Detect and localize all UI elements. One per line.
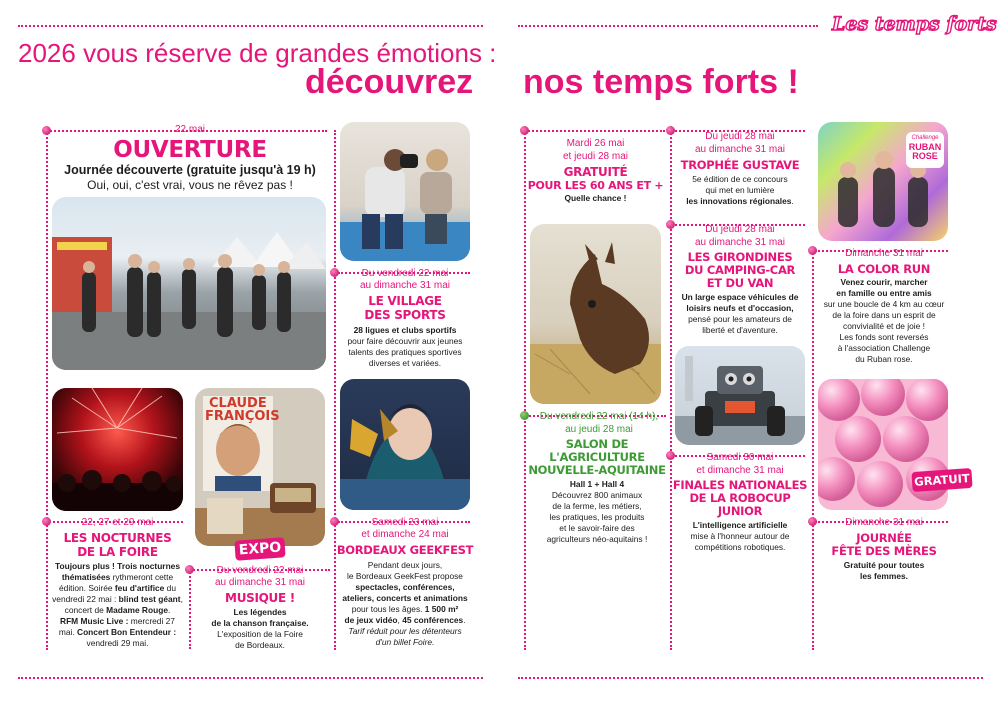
top-divider-right [518, 25, 818, 27]
geekfest-title: BORDEAUX GEEKFEST [336, 543, 474, 557]
sports-date-2: au dimanche 31 mai [359, 280, 451, 291]
section-label: Les temps forts [832, 13, 997, 35]
musique-photo [195, 388, 325, 546]
page-title-line1: 2026 vous réserve de grandes émotions : [18, 38, 497, 68]
musique-title: MUSIQUE ! [225, 591, 295, 605]
bottom-divider-right [518, 677, 983, 679]
gratuite-title-2: POUR LES 60 ANS ET + [527, 179, 664, 192]
ouverture-photo [52, 197, 326, 370]
top-divider-left [18, 25, 483, 27]
gratuite-date-1: Mardi 26 mai [566, 138, 625, 149]
page-title-bold-left: découvrez [305, 63, 474, 101]
geekfest-date-2: et dimanche 24 mai [361, 529, 449, 540]
gratuite-date-2: et jeudi 28 mai [562, 151, 629, 162]
gustave-text: 5e édition de ce concours qui met en lumière les innovations régionales. [686, 174, 794, 206]
expo-badge: EXPO [234, 537, 285, 560]
agriculture-photo [530, 224, 661, 404]
robocup-text: L'intelligence artificielle mise à l'honneur autour de compétitions robotiques. [690, 520, 790, 552]
geekfest-date-1: Samedi 23 mai [371, 517, 439, 528]
robocup-date-2: et dimanche 31 mai [696, 465, 784, 476]
gratuit-badge: GRATUIT [911, 468, 972, 492]
agriculture-text: Hall 1 + Hall 4 Découvrez 800 animaux de la ferme, les métiers, les pratiques, les produits et le savoir-faire des agriculteurs néo-aquitains ! [546, 479, 648, 544]
timeline-dot [520, 126, 529, 135]
colorrun-date: Dimanche 31 mai [845, 248, 923, 259]
sports-title-1: LE VILLAGE [368, 294, 442, 308]
gratuite-text: Quelle chance ! [564, 193, 627, 203]
fetemeres-date: Dimanche 31 mai [845, 517, 923, 528]
agriculture-date-2: au jeudi 28 mai [565, 424, 633, 435]
girondines-title-2: DU CAMPING-CAR [684, 263, 796, 277]
musique-text: Les légendes de la chanson française. L'exposition de la Foire de Bordeaux. [211, 607, 309, 650]
nocturnes-text: Toujours plus ! Trois nocturnes thématisées rythmeront cette édition. Soirée feu d'artifice du vendredi 22 mai : blind test géant, concert de Madame Rouge. RFM Music Live : mercredi 27 mai. Concert Bon Entendeur : vendredi 29 mai. [52, 561, 183, 648]
timeline-dot [42, 517, 51, 526]
fetemeres-title-1: JOURNÉE [856, 531, 912, 545]
girondines-title-1: LES GIRONDINES [687, 250, 793, 264]
girondines-text: Un large espace véhicules de loisirs neufs et d'occasion, pensé pour les amateurs de liberté et d'aventure. [681, 292, 799, 335]
geekfest-text: Pendant deux jours, le Bordeaux GeekFest propose spectacles, conférences, ateliers, concerts et animations pour tous les âges. 1 500 m² de jeux vidéo, 45 conférences. Tarif réduit pour les détenteurs d'un billet Foire. [342, 560, 468, 647]
fetemeres-title-2: FÊTE DES MÈRES [831, 544, 937, 558]
timeline-dot [42, 126, 51, 135]
ouverture-subtitle: Journée découverte (gratuite jusqu'à 19 h) [64, 163, 316, 177]
colorrun-title: LA COLOR RUN [837, 262, 931, 276]
ouverture-date: 22 mai [174, 124, 205, 135]
gustave-title: TROPHÉE GUSTAVE [680, 158, 800, 172]
gustave-date-2: au dimanche 31 mai [694, 144, 786, 155]
agriculture-date-1: Du vendredi 22 mai (14 h), [539, 411, 659, 422]
agriculture-title-1: SALON DE [565, 437, 629, 451]
gratuite-title-1: GRATUITÉ [563, 165, 628, 179]
colorrun-photo [818, 122, 948, 241]
sports-title-2: DES SPORTS [364, 308, 446, 322]
agriculture-title-3: NOUVELLE-AQUITAINE [528, 463, 666, 477]
sports-photo [340, 122, 470, 261]
timeline-v-musique [189, 569, 191, 649]
sports-text: 28 ligues et clubs sportifs pour faire découvrir aux jeunes talents des pratiques sportives diverses et variées. [347, 325, 463, 368]
sports-date-1: Du vendredi 22 mai [361, 268, 449, 279]
musique-date-1: Du vendredi 22 mai [216, 565, 304, 576]
fetemeres-text: Gratuité pour toutes les femmes. [843, 560, 925, 581]
girondines-date-1: Du jeudi 28 mai [705, 224, 775, 235]
musique-date-2: au dimanche 31 mai [214, 577, 306, 588]
robocup-photo [675, 346, 805, 445]
nocturnes-photo [52, 388, 183, 511]
ouverture-text: Oui, oui, c'est vrai, vous ne rêvez pas ! [87, 178, 293, 192]
girondines-date-2: au dimanche 31 mai [694, 237, 786, 248]
musique-poster-line2: FRANÇOIS [205, 409, 280, 424]
musique-poster-line1: CLAUDE [209, 396, 267, 411]
timeline-dot [330, 268, 339, 277]
girondines-title-3: ET DU VAN [706, 276, 774, 290]
robocup-title-1: FINALES NATIONALES [672, 478, 808, 492]
page-title-bold-right: nos temps forts ! [523, 63, 799, 101]
robocup-title-3: JUNIOR [717, 504, 763, 518]
nocturnes-title-2: DE LA FOIRE [77, 545, 158, 559]
gustave-date-1: Du jeudi 28 mai [705, 131, 775, 142]
timeline-dot [330, 517, 339, 526]
colorrun-text: Venez courir, marcher en famille ou entre amis sur une boucle de 4 km au cœur de la foire dans un esprit de convivialité et de joie ! Les fonds sont reversés à l'association Challenge du Ruban rose. [823, 277, 945, 364]
ruban-rose-logo: Challenge RUBAN ROSE [908, 135, 942, 161]
ouverture-title: OUVERTURE [113, 137, 267, 163]
robocup-date-1: Samedi 30 mai [706, 452, 774, 463]
nocturnes-date: 22, 27 et 29 mai [81, 517, 154, 528]
nocturnes-title-1: LES NOCTURNES [63, 531, 172, 545]
agriculture-title-2: L'AGRICULTURE [549, 450, 645, 464]
geekfest-photo [340, 379, 470, 510]
timeline-v-right1 [524, 126, 526, 650]
robocup-title-2: DE LA ROBOCUP [689, 491, 791, 505]
timeline-h-gratuite [525, 130, 665, 132]
bottom-divider-left [18, 677, 483, 679]
